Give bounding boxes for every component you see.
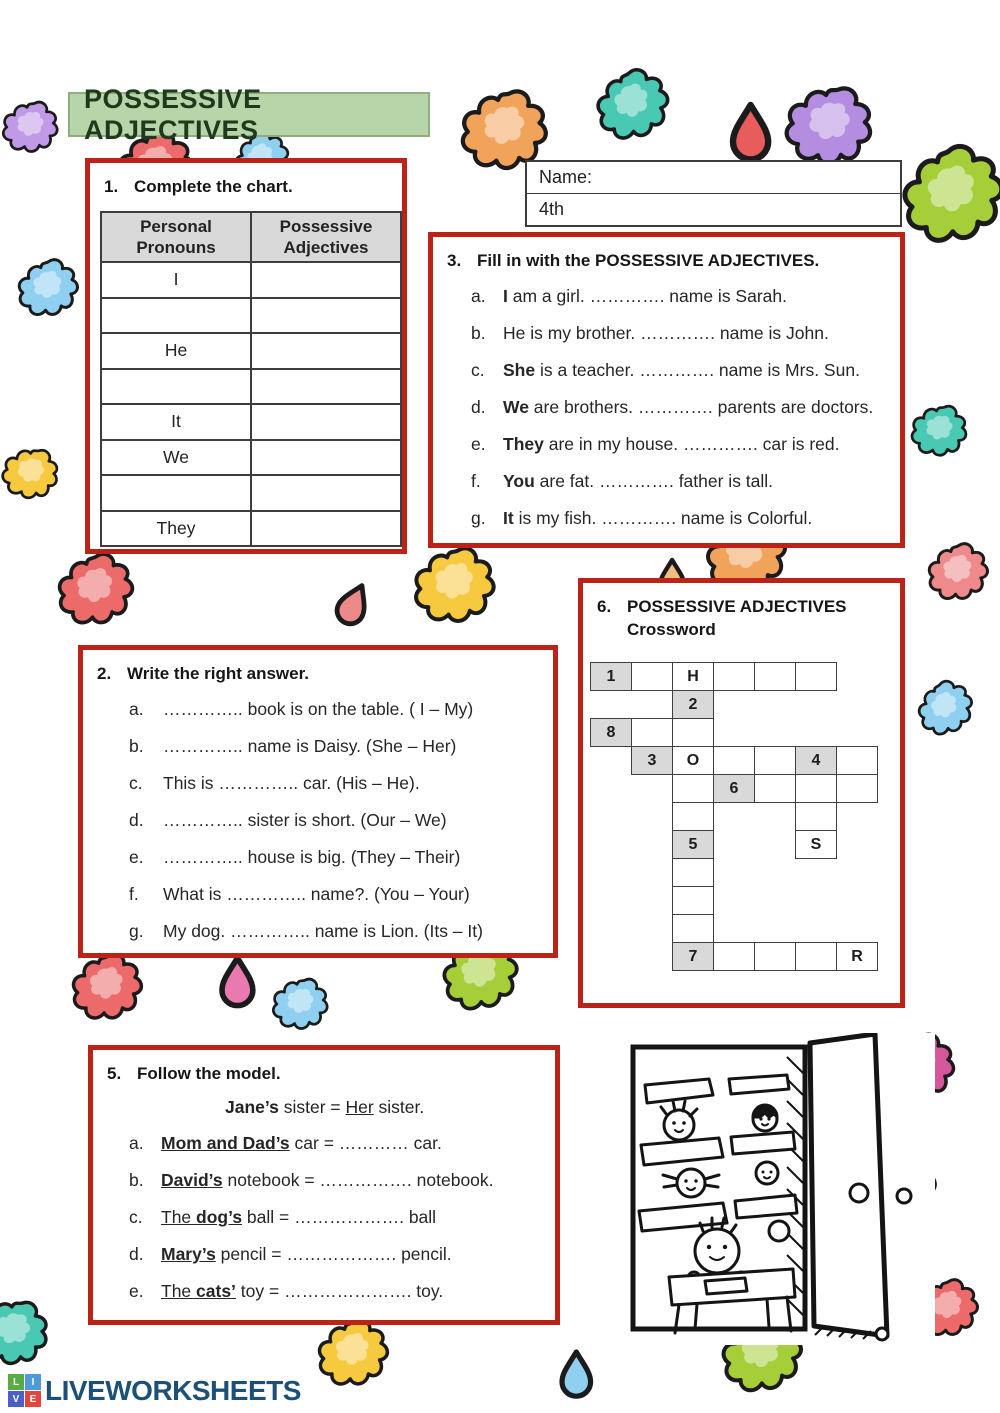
section1-heading [90, 163, 402, 198]
liveworksheets-logo-tiles [8, 1374, 41, 1407]
crossword-answer-cell[interactable] [631, 662, 673, 691]
text-segment: sister = [278, 1097, 346, 1117]
exercise-item[interactable] [433, 470, 900, 493]
exercise-item[interactable] [433, 507, 900, 530]
item-text[interactable] [163, 883, 470, 906]
crossword-answer-cell[interactable] [672, 858, 714, 887]
text-segment: am a girl. …………. name is Sarah. [507, 286, 787, 306]
text-segment: What is ………….. name?. (You – Your) [163, 884, 470, 904]
item-letter: a. [129, 699, 144, 719]
table-row [101, 333, 401, 369]
exercise-item[interactable] [93, 1280, 555, 1303]
item-text[interactable] [503, 433, 840, 456]
crossword-answer-cell[interactable] [713, 662, 755, 691]
item-letter: c. [129, 773, 143, 793]
crossword-number-cell: 2 [672, 690, 714, 719]
exercise-item[interactable] [93, 1169, 555, 1192]
section6-title-line2: Crossword [627, 620, 716, 639]
text-segment: This is ………….. car. (His – He). [163, 773, 420, 793]
item-text[interactable] [503, 507, 812, 530]
item-letter: d. [471, 397, 486, 417]
section1-number: 1. [104, 177, 119, 196]
table-row [101, 369, 401, 405]
item-letter: c. [471, 360, 485, 380]
text-segment: The [161, 1281, 197, 1301]
section3-items [433, 285, 900, 530]
liveworksheets-logo[interactable] [8, 1374, 301, 1407]
worksheet-title [68, 83, 430, 145]
pronoun-cell: He [101, 333, 251, 369]
logo-tile: V [8, 1391, 24, 1407]
crossword-number-cell: 1 [590, 662, 632, 691]
item-text[interactable] [163, 772, 420, 795]
classroom-sketch [617, 1033, 935, 1345]
item-text[interactable] [163, 846, 460, 869]
item-letter: b. [471, 323, 486, 343]
logo-tile: E [25, 1391, 41, 1407]
item-letter: g. [129, 921, 144, 941]
section-write-right-answer [78, 645, 558, 958]
item-letter: e. [129, 1281, 144, 1301]
section-follow-the-model [88, 1045, 560, 1325]
crossword-answer-cell[interactable] [631, 718, 673, 747]
section2-title: Write the right answer. [127, 664, 310, 683]
pronoun-cell: We [101, 440, 251, 476]
name-label: Name: [539, 167, 593, 187]
exercise-item[interactable] [433, 359, 900, 382]
pronoun-cell[interactable] [101, 475, 251, 511]
pronoun-cell: They [101, 511, 251, 547]
item-text[interactable] [503, 322, 829, 345]
item-text[interactable] [161, 1243, 452, 1266]
section2-items [83, 698, 553, 943]
exercise-item[interactable] [83, 846, 553, 869]
pronoun-cell: I [101, 262, 251, 298]
crossword-answer-cell[interactable] [836, 746, 878, 775]
exercise-item[interactable] [83, 883, 553, 906]
exercise-item[interactable] [93, 1206, 555, 1229]
crossword-answer-cell[interactable]: O [672, 746, 714, 775]
crossword-answer-cell[interactable] [672, 886, 714, 915]
text-segment: The [161, 1207, 197, 1227]
text-segment: David’s [161, 1170, 223, 1190]
pronoun-cell[interactable] [101, 298, 251, 334]
text-segment: It [503, 508, 514, 528]
exercise-item[interactable] [93, 1132, 555, 1155]
item-text[interactable] [503, 470, 773, 493]
exercise-item[interactable] [433, 285, 900, 308]
crossword-number-cell: 8 [590, 718, 632, 747]
adjective-answer-cell[interactable] [251, 511, 401, 547]
item-letter: d. [129, 810, 144, 830]
text-segment: are in my house. …………. car is red. [543, 434, 840, 454]
item-text[interactable] [503, 396, 873, 419]
table-row [101, 262, 401, 298]
text-segment: Mom and Dad’s [161, 1133, 290, 1153]
item-letter: b. [129, 1170, 144, 1190]
section6-heading [583, 583, 900, 641]
crossword-answer-cell[interactable] [672, 774, 714, 803]
text-segment: ………….. book is on the table. ( I – My) [163, 699, 474, 719]
crossword-answer-cell[interactable]: S [795, 830, 837, 859]
section5-title: Follow the model. [137, 1064, 281, 1083]
crossword-grid [590, 662, 890, 982]
item-text[interactable] [163, 698, 473, 721]
adjective-answer-cell[interactable] [251, 262, 401, 298]
section5-heading [93, 1050, 555, 1085]
text-segment: She [503, 360, 536, 380]
exercise-item[interactable] [433, 322, 900, 345]
crossword-number-cell: 4 [795, 746, 837, 775]
text-segment: ball = ………………. ball [242, 1207, 437, 1227]
section3-heading [433, 237, 900, 272]
text-segment: ………….. house is big. (They – Their) [163, 847, 461, 867]
adjective-answer-cell[interactable] [251, 440, 401, 476]
item-letter: c. [129, 1207, 143, 1227]
section-crossword [578, 578, 905, 1008]
grade-field[interactable] [527, 193, 900, 225]
item-text[interactable] [163, 735, 456, 758]
item-text[interactable] [163, 809, 447, 832]
logo-tile: L [8, 1374, 24, 1390]
crossword-answer-cell[interactable] [836, 774, 878, 803]
item-letter: a. [471, 286, 486, 306]
section-complete-the-chart [85, 158, 407, 554]
crossword-answer-cell[interactable] [672, 718, 714, 747]
item-letter: e. [129, 847, 144, 867]
item-letter: f. [129, 884, 139, 904]
crossword-answer-cell[interactable] [795, 662, 837, 691]
item-text[interactable] [163, 920, 483, 943]
section-fill-in [428, 232, 905, 548]
text-segment: is my fish. …………. name is Colorful. [513, 508, 813, 528]
item-letter: e. [471, 434, 486, 454]
text-segment: Mary’s [161, 1244, 216, 1264]
text-segment: cats’ [196, 1281, 236, 1301]
text-segment: Jane’s [225, 1097, 279, 1117]
crossword-answer-cell[interactable] [713, 942, 755, 971]
text-segment: He is my brother. …………. name is John. [503, 323, 829, 343]
text-segment: pencil = ………………. pencil. [215, 1244, 452, 1264]
section6-number: 6. [597, 597, 612, 616]
table-header: Personal Pronouns [101, 212, 251, 262]
item-text[interactable] [161, 1280, 443, 1303]
model-example [225, 1096, 555, 1119]
item-text[interactable] [161, 1206, 436, 1229]
item-letter: b. [129, 736, 144, 756]
exercise-item[interactable] [93, 1243, 555, 1266]
worksheet-title-text: POSSESSIVE ADJECTIVES [84, 83, 262, 145]
exercise-item[interactable] [433, 433, 900, 456]
item-text[interactable] [161, 1132, 442, 1155]
table-row [101, 404, 401, 440]
item-text[interactable] [503, 359, 860, 382]
exercise-item[interactable] [83, 920, 553, 943]
text-segment: are brothers. …………. parents are doctors. [528, 397, 874, 417]
adjective-answer-cell[interactable] [251, 475, 401, 511]
text-segment: sister. [373, 1097, 425, 1117]
crossword-answer-cell[interactable] [754, 942, 796, 971]
table-row [101, 298, 401, 334]
crossword-answer-cell[interactable] [754, 774, 796, 803]
item-letter: f. [471, 471, 481, 491]
adjective-answer-cell[interactable] [251, 369, 401, 405]
text-segment: is a teacher. …………. name is Mrs. Sun. [535, 360, 860, 380]
section5-items [93, 1132, 555, 1303]
text-segment: ………….. sister is short. (Our – We) [163, 810, 447, 830]
crossword-answer-cell[interactable] [795, 774, 837, 803]
section1-title: Complete the chart. [134, 177, 293, 196]
crossword-answer-cell[interactable] [754, 662, 796, 691]
crossword-answer-cell[interactable] [795, 942, 837, 971]
item-letter: g. [471, 508, 486, 528]
pronoun-adjective-table [100, 211, 402, 547]
text-segment: My dog. ………….. name is Lion. (Its – It) [163, 921, 483, 941]
text-segment: are fat. …………. father is tall. [534, 471, 774, 491]
text-segment: Her [345, 1097, 374, 1117]
crossword-answer-cell[interactable] [754, 746, 796, 775]
grade-value: 4th [539, 199, 565, 219]
crossword-answer-cell[interactable] [672, 802, 714, 831]
pronoun-cell[interactable] [101, 369, 251, 405]
crossword-answer-cell[interactable] [672, 914, 714, 943]
logo-tile: I [25, 1374, 41, 1390]
adjective-answer-cell[interactable] [251, 333, 401, 369]
text-segment: ………….. name is Daisy. (She – Her) [163, 736, 457, 756]
table-row [101, 511, 401, 547]
exercise-item[interactable] [83, 772, 553, 795]
section3-number: 3. [447, 251, 462, 270]
crossword-number-cell: 7 [672, 942, 714, 971]
item-letter: a. [129, 1133, 144, 1153]
crossword-answer-cell[interactable]: R [836, 942, 878, 971]
text-segment: I [503, 286, 508, 306]
exercise-item[interactable] [83, 809, 553, 832]
text-segment: toy = …………………. toy. [235, 1281, 444, 1301]
table-row [101, 475, 401, 511]
name-box [525, 160, 902, 227]
crossword-number-cell: 3 [631, 746, 673, 775]
adjective-answer-cell[interactable] [251, 404, 401, 440]
crossword-number-cell: 5 [672, 830, 714, 859]
text-segment: dog’s [196, 1207, 243, 1227]
item-letter: d. [129, 1244, 144, 1264]
liveworksheets-logo-text: LIVEWORKSHEETS [45, 1374, 301, 1406]
text-segment: notebook = ……………. notebook. [222, 1170, 494, 1190]
exercise-item[interactable] [83, 698, 553, 721]
section5-number: 5. [107, 1064, 122, 1083]
crossword-number-cell: 6 [713, 774, 755, 803]
section3-title: Fill in with the POSSESSIVE ADJECTIVES. [477, 251, 820, 270]
crossword-answer-cell[interactable]: H [672, 662, 714, 691]
classroom-illustration [617, 1033, 935, 1345]
text-segment: They [503, 434, 544, 454]
item-text[interactable] [161, 1169, 494, 1192]
section2-heading [83, 650, 553, 685]
item-text[interactable] [503, 285, 787, 308]
text-segment: car = ………… car. [289, 1133, 442, 1153]
pronoun-cell: It [101, 404, 251, 440]
exercise-item[interactable] [433, 396, 900, 419]
table-header: Possessive Adjectives [251, 212, 401, 262]
crossword-answer-cell[interactable] [713, 746, 755, 775]
text-segment: You [503, 471, 535, 491]
section2-number: 2. [97, 664, 112, 683]
crossword-answer-cell[interactable] [795, 802, 837, 831]
text-segment: We [503, 397, 529, 417]
adjective-answer-cell[interactable] [251, 298, 401, 334]
name-field[interactable] [527, 162, 900, 193]
section6-title-line1: POSSESSIVE ADJECTIVES [627, 597, 847, 616]
exercise-item[interactable] [83, 735, 553, 758]
table-row [101, 440, 401, 476]
